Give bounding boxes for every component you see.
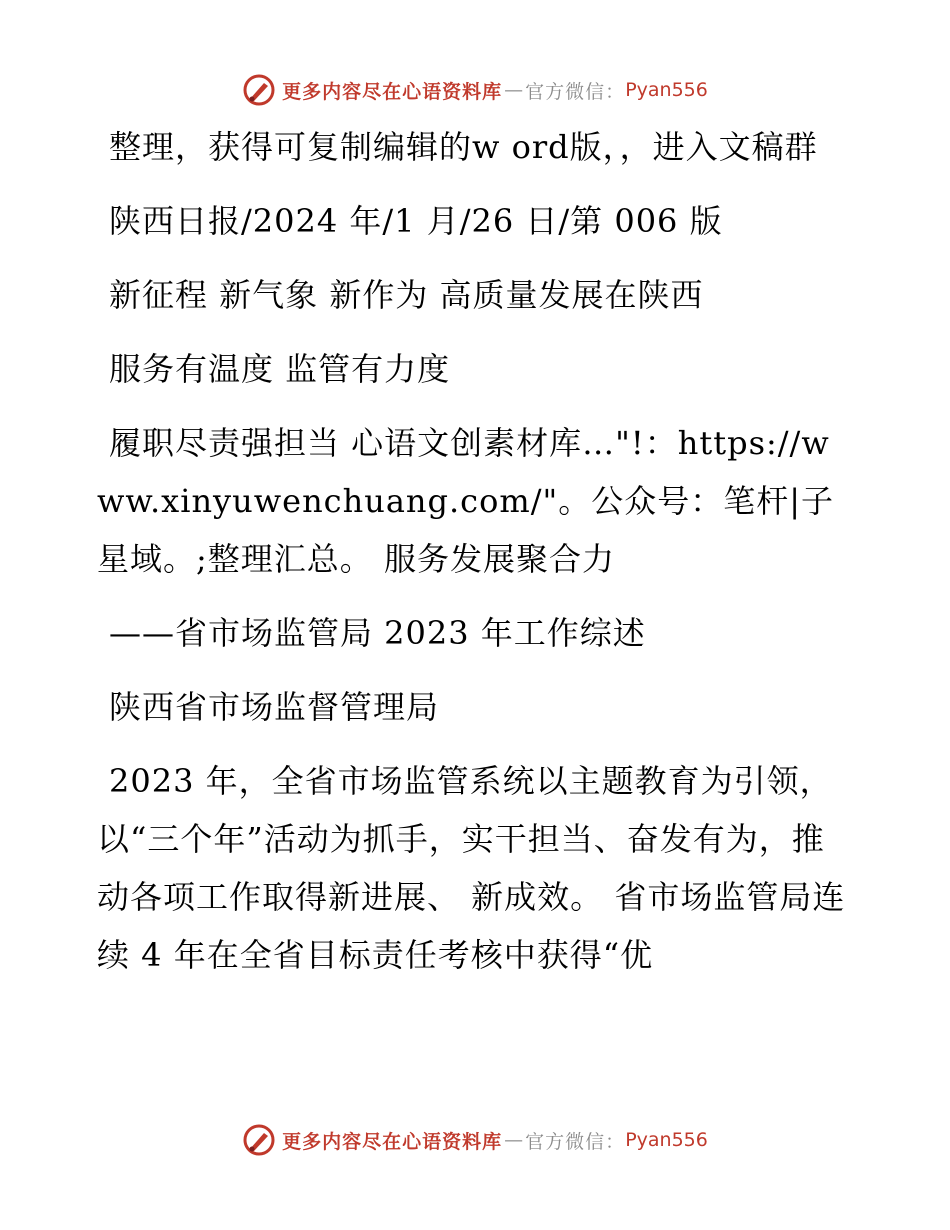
footer-watermark [0, 1120, 950, 1160]
author: 陕西省市场监督管理局 [109, 688, 440, 726]
watermark-slogan: 更多内容尽在心语资料库 [282, 1130, 503, 1153]
watermark-separator: — [504, 1129, 524, 1151]
subtitle: ——省市场监管局 2023 年工作综述 [109, 614, 646, 652]
header-watermark [0, 70, 950, 110]
watermark-wechat-label: 官方微信： [525, 80, 626, 103]
source-line: 陕西日报/2024 年/1 月/26 日/第 006 版 [109, 202, 723, 240]
document-body [97, 118, 857, 1000]
watermark-wechat-label: 官方微信： [525, 1130, 626, 1153]
watermark-wechat-id: Pyan556 [625, 1129, 708, 1151]
watermark-wechat-id: Pyan556 [625, 79, 708, 101]
pen-logo-icon [242, 1123, 276, 1157]
body-paragraph: 2023 年，全省市场监管系统以主题教育为引领，以“三个年”活动为抓手，实干担当、奋发有为，推动各项工作取得新进展、 新成效。 省市场监管局连续 4 年在全省目标责任考核中获得“优 [97, 762, 846, 974]
headline: 服务有温度 监管有力度 [109, 350, 451, 388]
watermark-separator: — [504, 79, 524, 101]
headline-continued: 履职尽责强担当 心语文创素材库…"!：https://www.xinyuwenchuang.com/"。公众号：笔杆|子星域。;整理汇总。 服务发展聚合力 [97, 424, 834, 578]
watermark-slogan: 更多内容尽在心语资料库 [282, 80, 503, 103]
pen-logo-icon [242, 73, 276, 107]
intro-note: 整理，获得可复制编辑的w ord版，，进入文稿群 [109, 128, 818, 166]
column-title: 新征程 新气象 新作为 高质量发展在陕西 [109, 276, 704, 314]
